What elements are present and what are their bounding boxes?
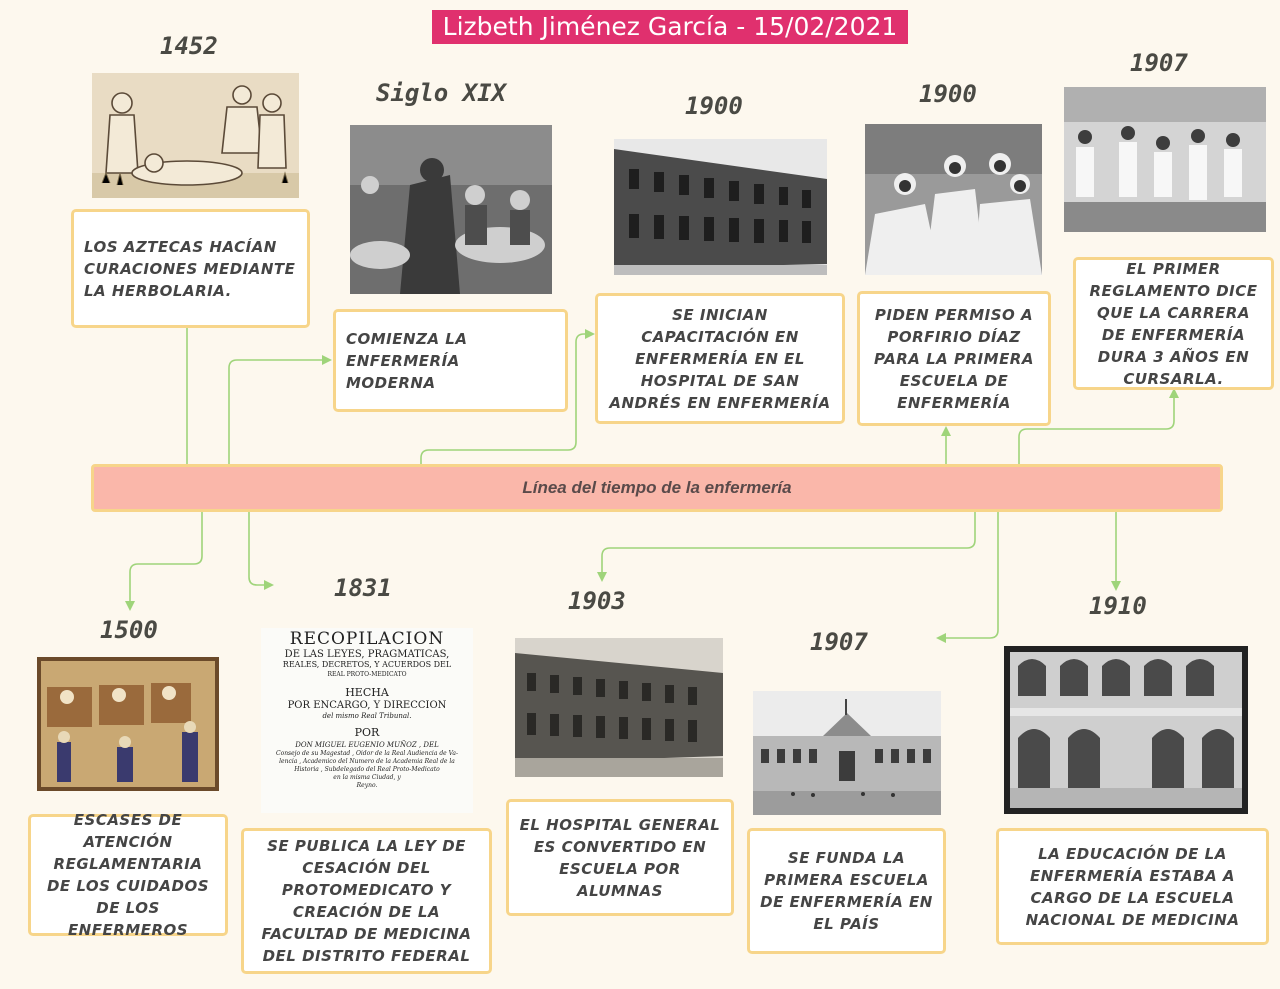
event-year-1900-a: 1900 [685, 92, 743, 120]
first-nursing-school-building-image [753, 691, 941, 815]
hospital-general-facade-image [515, 638, 723, 777]
event-year-1907-bottom: 1907 [810, 628, 868, 656]
event-year-1910: 1910 [1089, 592, 1147, 620]
event-box-1452: LOS AZTECAS HACÍAN CURACIONES MEDIANTE LA HERBOLARIA. [71, 209, 310, 328]
timeline-bar [91, 464, 1223, 512]
aztec-healing-codex-image [92, 73, 299, 198]
event-box-1900-a: SE INICIAN CAPACITACIÓN EN ENFERMERÍA EN EL HOSPITAL DE SAN ANDRÉS EN ENFERMERÍA [595, 293, 845, 424]
event-box-1831: SE PUBLICA LA LEY DE CESACIÓN DEL PROTOMEDICATO Y CREACIÓN DE LA FACULTAD DE MEDICINA DEL DISTRITO FEDERAL [241, 828, 492, 974]
nursery-ward-1907-image [1064, 87, 1266, 232]
event-box-1907-bottom: SE FUNDA LA PRIMERA ESCUELA DE ENFERMERÍA EN EL PAÍS [747, 828, 946, 954]
san-andres-hospital-image [614, 139, 827, 275]
timeline-label: Línea del tiempo de la enfermería [522, 478, 792, 497]
early-nurses-group-image [865, 124, 1042, 275]
event-box-1910: LA EDUCACIÓN DE LA ENFERMERÍA ESTABA A CARGO DE LA ESCUELA NACIONAL DE MEDICINA [996, 828, 1269, 945]
event-year-1452: 1452 [160, 32, 218, 60]
page-title: Lizbeth Jiménez García - 15/02/2021 [432, 10, 908, 44]
event-year-1903: 1903 [568, 587, 626, 615]
event-year-1831: 1831 [334, 574, 392, 602]
recopilacion-document-image: RECOPILACION DE LAS LEYES, PRAGMATICAS, REALES, DECRETOS, Y ACUERDOS DEL REAL PROTO-MEDICATO HECHA POR ENCARGO, Y DIRECCION del mismo Real Tribunal. POR DON MIGUEL EUGENIO MUÑOZ , DEL Consejo de su Magestad , Oidor de la Real Audiencia de Va- lencia , Academico del Numero de la Academia Real de la Historia , Subdelegado del Real Proto-Medicato en la misma Ciudad, y Reyno. [261, 628, 473, 813]
nineteenth-century-ward-image [350, 125, 552, 294]
medicine-school-courtyard-image [1004, 646, 1248, 814]
event-year-1907-top: 1907 [1130, 49, 1188, 77]
event-box-1500: ESCASES DE ATENCIÓN REGLAMENTARIA DE LOS CUIDADOS DE LOS ENFERMEROS [28, 814, 228, 936]
event-year-1900-b: 1900 [919, 80, 977, 108]
event-box-1903: EL HOSPITAL GENERAL ES CONVERTIDO EN ESCUELA POR ALUMNAS [506, 799, 734, 916]
event-year-1500: 1500 [100, 616, 158, 644]
event-box-1900-b: PIDEN PERMISO A PORFIRIO DÍAZ PARA LA PRIMERA ESCUELA DE ENFERMERÍA [857, 291, 1051, 426]
colonial-hospital-painting-image [37, 657, 219, 791]
event-year-siglo-xix: Siglo XIX [376, 79, 507, 107]
event-box-1907-top: EL PRIMER REGLAMENTO DICE QUE LA CARRERA DE ENFERMERÍA DURA 3 AÑOS EN CURSARLA. [1073, 257, 1274, 390]
event-box-siglo-xix: COMIENZA LA ENFERMERÍA MODERNA [333, 309, 568, 412]
